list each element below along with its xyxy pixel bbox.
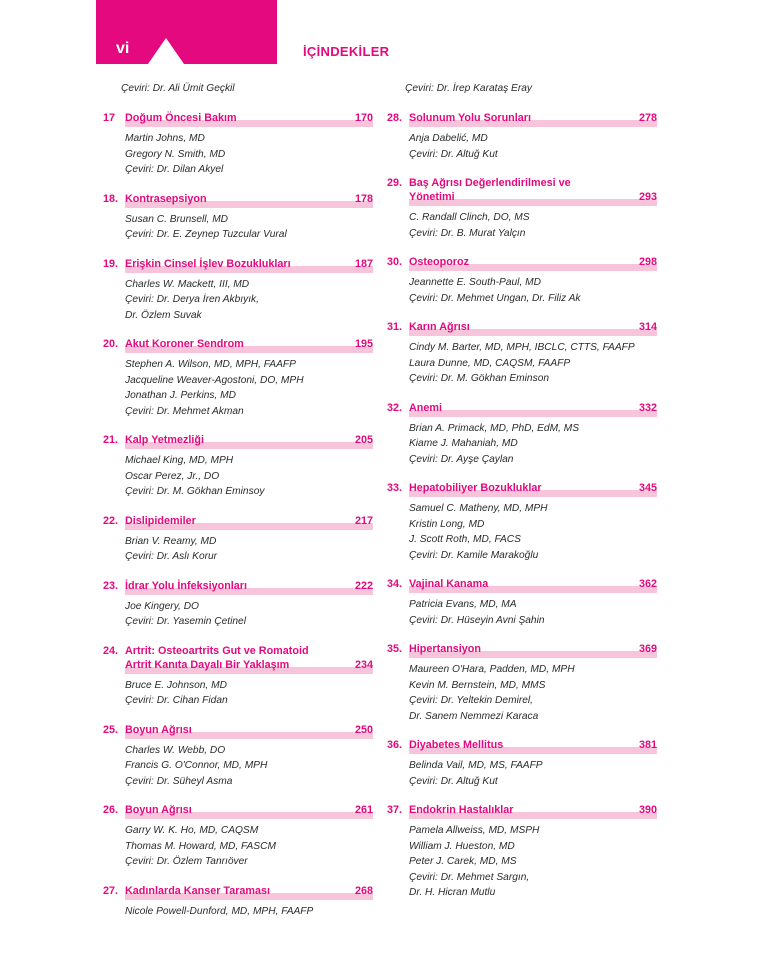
chapter-heading[interactable] [103,337,373,351]
chapter-heading[interactable] [103,192,373,206]
chapter-heading[interactable] [387,176,657,204]
chapter-heading[interactable] [387,255,657,269]
chapter-authors [409,275,657,306]
chapter-number: 23. [103,579,119,592]
chapter-heading[interactable] [103,257,373,271]
chapter-heading[interactable] [103,433,373,447]
author-line: Joe Kingery, DO [125,600,199,612]
chapter-number: 25. [103,723,119,736]
chapter-heading[interactable] [103,723,373,737]
author-line: Nicole Powell-Dunford, MD, MPH, FAAFP [125,905,314,917]
author-line: Dr. Sanem Nemmezi Karaca [409,710,539,722]
author-line: Çeviri: Dr. M. Gökhan Eminsoy [125,486,265,497]
chapter-authors [409,758,657,789]
author-line: Stephen A. Wilson, MD, MPH, FAAFP [125,359,296,370]
chapter-page-number: 314 [638,321,657,333]
author-line: Oscar Perez, Jr., DO [125,470,220,482]
author-line: Francis G. O'Connor, MD, MPH [125,760,268,771]
chapter-entry [103,257,373,324]
author-line: Anja Dabelić, MD [409,133,488,144]
chapter-authors [409,131,657,162]
author-line: Gregory N. Smith, MD [125,148,226,160]
chapter-entry [387,738,657,789]
chapter-authors [409,340,657,387]
chapter-entry [387,642,657,724]
section-title: İÇİNDEKİLER [303,44,390,59]
author-line: Brian A. Primack, MD, PhD, EdM, MS [409,422,580,434]
chapter-number: 31. [387,321,403,333]
chapter-heading[interactable] [387,803,657,817]
chapter-number: 34. [387,578,403,590]
author-line: Çeviri: Dr. Aslı Korur [125,551,218,562]
chapter-page-number: 234 [354,658,373,671]
chapter-authors [125,823,373,870]
chapter-page-number: 293 [638,191,657,203]
chapter-authors [125,904,373,920]
chapter-heading[interactable] [387,481,657,495]
author-line: Çeviri: Dr. Kamile Marakoğlu [409,549,539,561]
chapter-title: Erişkin Cinsel İşlev Bozuklukları [125,257,291,270]
author-line: Çeviri: Dr. M. Gökhan Eminson [409,373,550,384]
chapter-heading[interactable] [387,111,657,125]
author-line: Çeviri: Dr. B. Murat Yalçın [409,227,526,239]
chapter-authors [125,743,373,790]
author-line: Garry W. K. Ho, MD, CAQSM [125,825,259,836]
chapter-page-number: 261 [354,804,373,816]
chapter-number: 18. [103,192,119,205]
author-line: Dr. H. Hicran Mutlu [409,887,496,898]
chapter-entry [103,579,373,630]
author-line: Belinda Vail, MD, MS, FAAFP [409,760,543,771]
author-line: Patricia Evans, MD, MA [409,599,517,610]
chapter-number: 30. [387,256,403,268]
chapter-title: Diyabetes Mellitus [409,739,504,751]
chapter-entry [103,723,373,790]
translator-continued: Çeviri: Dr. İrep Karataş Eray [405,83,533,94]
chapter-page-number: 187 [354,257,373,270]
author-line: Thomas M. Howard, MD, FASCM [125,840,276,852]
chapter-title: Solunum Yolu Sorunları [409,112,531,124]
chapter-page-number: 250 [354,723,373,736]
chapter-page-number: 332 [638,401,657,414]
chapter-authors [409,823,657,901]
chapter-title: Boyun Ağrısı [125,723,192,736]
author-line: Charles W. Mackett, III, MD [125,278,250,290]
chapter-authors [409,662,657,724]
chapter-heading[interactable] [387,738,657,752]
chapter-title: Kalp Yetmezliği [125,434,205,446]
chapter-authors [125,357,373,419]
author-line: J. Scott Roth, MD, FACS [409,534,521,545]
author-line: Jacqueline Weaver-Agostoni, DO, MPH [125,374,304,386]
author-line: Martin Johns, MD [125,133,205,144]
chapter-authors [125,534,373,565]
chapter-title: Kadınlarda Kanser Taraması [125,884,271,897]
chapter-title: Hipertansiyon [409,643,481,655]
chapter-authors [409,597,657,628]
chapter-page-number: 362 [638,578,657,590]
author-line: Pamela Allweiss, MD, MSPH [409,825,540,836]
chapter-heading[interactable] [387,320,657,334]
chapter-title: Akut Koroner Sendrom [125,338,244,350]
chapter-title: Vajinal Kanama [409,578,489,590]
chapter-authors [125,212,373,243]
author-line: Çeviri: Dr. Özlem Tanrıöver [125,856,248,867]
author-line: William J. Hueston, MD [409,840,515,852]
chapter-number: 33. [387,482,403,494]
chapter-entry [103,803,373,870]
chapter-page-number: 178 [354,192,373,205]
chapter-list-right [387,111,657,901]
chapter-authors [125,599,373,630]
chapter-number: 19. [103,257,119,270]
chapter-number: 27. [103,884,119,897]
author-line: Çeviri: Dr. Mehmet Sargın, [409,871,530,883]
chapter-heading[interactable] [103,884,373,898]
chapter-title: Endokrin Hastalıklar [409,804,514,816]
author-line: Dr. Özlem Suvak [125,309,202,321]
header-notch [148,38,184,64]
author-line: Cindy M. Barter, MD, MPH, IBCLC, CTTS, FAAFP [409,342,635,353]
author-line: Maureen O'Hara, Padden, MD, MPH [409,664,575,675]
right-column [387,82,657,915]
chapter-title: Artrit: Osteoartrits Gut ve Romatoid Artrit Kanıta Dayalı Bir Yaklaşım [125,644,309,671]
chapter-page-number: 369 [638,643,657,655]
chapter-title: Dislipidemiler [125,514,196,527]
chapter-entry [103,884,373,920]
author-line: Çeviri: Dr. E. Zeynep Tuzcular Vural [125,229,287,240]
chapter-entry [387,481,657,563]
chapter-number: 24. [103,644,119,657]
author-line: C. Randall Clinch, DO, MS [409,212,530,223]
chapter-title: Anemi [409,401,442,414]
chapter-authors [125,277,373,324]
author-line: Bruce E. Johnson, MD [125,679,227,691]
chapter-title: Doğum Öncesi Bakım [125,112,237,124]
chapter-number: 26. [103,804,119,816]
chapter-number: 29. [387,177,403,189]
chapter-page-number: 222 [354,579,373,592]
chapter-number: 37. [387,804,403,816]
author-line: Jeannette E. South-Paul, MD [409,277,541,288]
chapter-entry [103,433,373,500]
chapter-page-number: 170 [354,112,373,124]
chapter-heading[interactable] [103,803,373,817]
chapter-authors [409,421,657,468]
chapter-number: 20. [103,338,119,350]
chapter-number: 35. [387,643,403,655]
chapter-entry [103,644,373,709]
chapter-entry [387,255,657,306]
author-line: Kristin Long, MD [409,518,485,530]
chapter-entry [103,337,373,419]
chapter-entry [103,514,373,565]
chapter-entry [387,803,657,901]
author-line: Laura Dunne, MD, CAQSM, FAAFP [409,357,571,369]
chapter-page-number: 278 [638,112,657,124]
chapter-heading[interactable] [387,642,657,656]
page-number: vi [116,40,130,57]
translator-continued: Çeviri: Dr. Ali Ümit Geçkil [121,83,235,94]
chapter-entry [103,111,373,178]
author-line: Çeviri: Dr. Hüseyin Avni Şahin [409,614,545,626]
left-column [103,82,373,933]
chapter-number: 32. [387,401,403,414]
chapter-heading[interactable] [103,644,373,672]
author-line: Çeviri: Dr. Yasemin Çetinel [125,616,246,627]
chapter-number: 22. [103,514,119,527]
author-line: Çeviri: Dr. Yeltekin Demirel, [409,695,533,706]
chapter-heading[interactable] [103,111,373,125]
author-line: Susan C. Brunsell, MD [125,213,229,225]
chapter-entry [387,320,657,387]
chapter-heading[interactable] [387,401,657,415]
chapter-heading[interactable] [103,579,373,593]
author-line: Kiame J. Mahaniah, MD [409,438,518,449]
chapter-number: 28. [387,112,403,124]
author-line: Charles W. Webb, DO [125,744,226,756]
chapter-entry [103,192,373,243]
author-line: Çeviri: Dr. Altuğ Kut [409,775,498,787]
chapter-authors [125,131,373,178]
chapter-entry [387,176,657,241]
author-line: Jonathan J. Perkins, MD [125,390,236,401]
chapter-number: 36. [387,739,403,751]
author-line: Çeviri: Dr. Süheyl Asma [125,775,233,787]
chapter-entry [387,401,657,468]
chapter-title: Hepatobiliyer Bozukluklar [409,482,542,494]
chapter-page-number: 345 [638,482,657,494]
chapter-entry [387,111,657,162]
chapter-title: İdrar Yolu İnfeksiyonları [125,579,248,592]
chapter-page-number: 381 [638,739,657,751]
chapter-title: Karın Ağrısı [409,321,470,333]
chapter-title: Boyun Ağrısı [125,804,192,816]
author-line: Kevin M. Bernstein, MD, MMS [409,679,546,691]
chapter-page-number: 195 [354,338,373,350]
author-line: Çeviri: Dr. Mehmet Akman [125,405,244,417]
chapter-number: 17 [103,112,116,124]
author-line: Çeviri: Dr. Mehmet Ungan, Dr. Filiz Ak [409,292,581,304]
author-line: Çeviri: Dr. Altuğ Kut [409,148,498,160]
chapter-heading[interactable] [387,577,657,591]
chapter-list-left [103,111,373,919]
author-line: Çeviri: Dr. Cihan Fidan [125,695,228,706]
chapter-page-number: 268 [354,884,373,897]
chapter-title: Kontrasepsiyon [125,192,207,205]
chapter-heading[interactable] [103,514,373,528]
chapter-page-number: 390 [638,804,657,816]
chapter-title: Osteoporoz [409,256,469,268]
chapter-page-number: 298 [638,256,657,268]
author-line: Samuel C. Matheny, MD, MPH [409,503,548,514]
chapter-title: Baş Ağrısı Değerlendirilmesi ve Yönetimi [409,177,571,203]
author-line: Peter J. Carek, MD, MS [409,856,517,867]
chapter-authors [125,678,373,709]
author-line: Michael King, MD, MPH [125,455,234,466]
author-line: Brian V. Reamy, MD [125,535,217,547]
chapter-page-number: 205 [354,434,373,446]
author-line: Çeviri: Dr. Dilan Akyel [125,164,224,175]
chapter-entry [387,577,657,628]
chapter-authors [409,210,657,241]
chapter-page-number: 217 [354,514,373,527]
chapter-number: 21. [103,434,119,446]
author-line: Çeviri: Dr. Derya İren Akbıyık, [125,294,259,305]
chapter-authors [409,501,657,563]
author-line: Çeviri: Dr. Ayşe Çaylan [409,453,514,465]
chapter-authors [125,453,373,500]
